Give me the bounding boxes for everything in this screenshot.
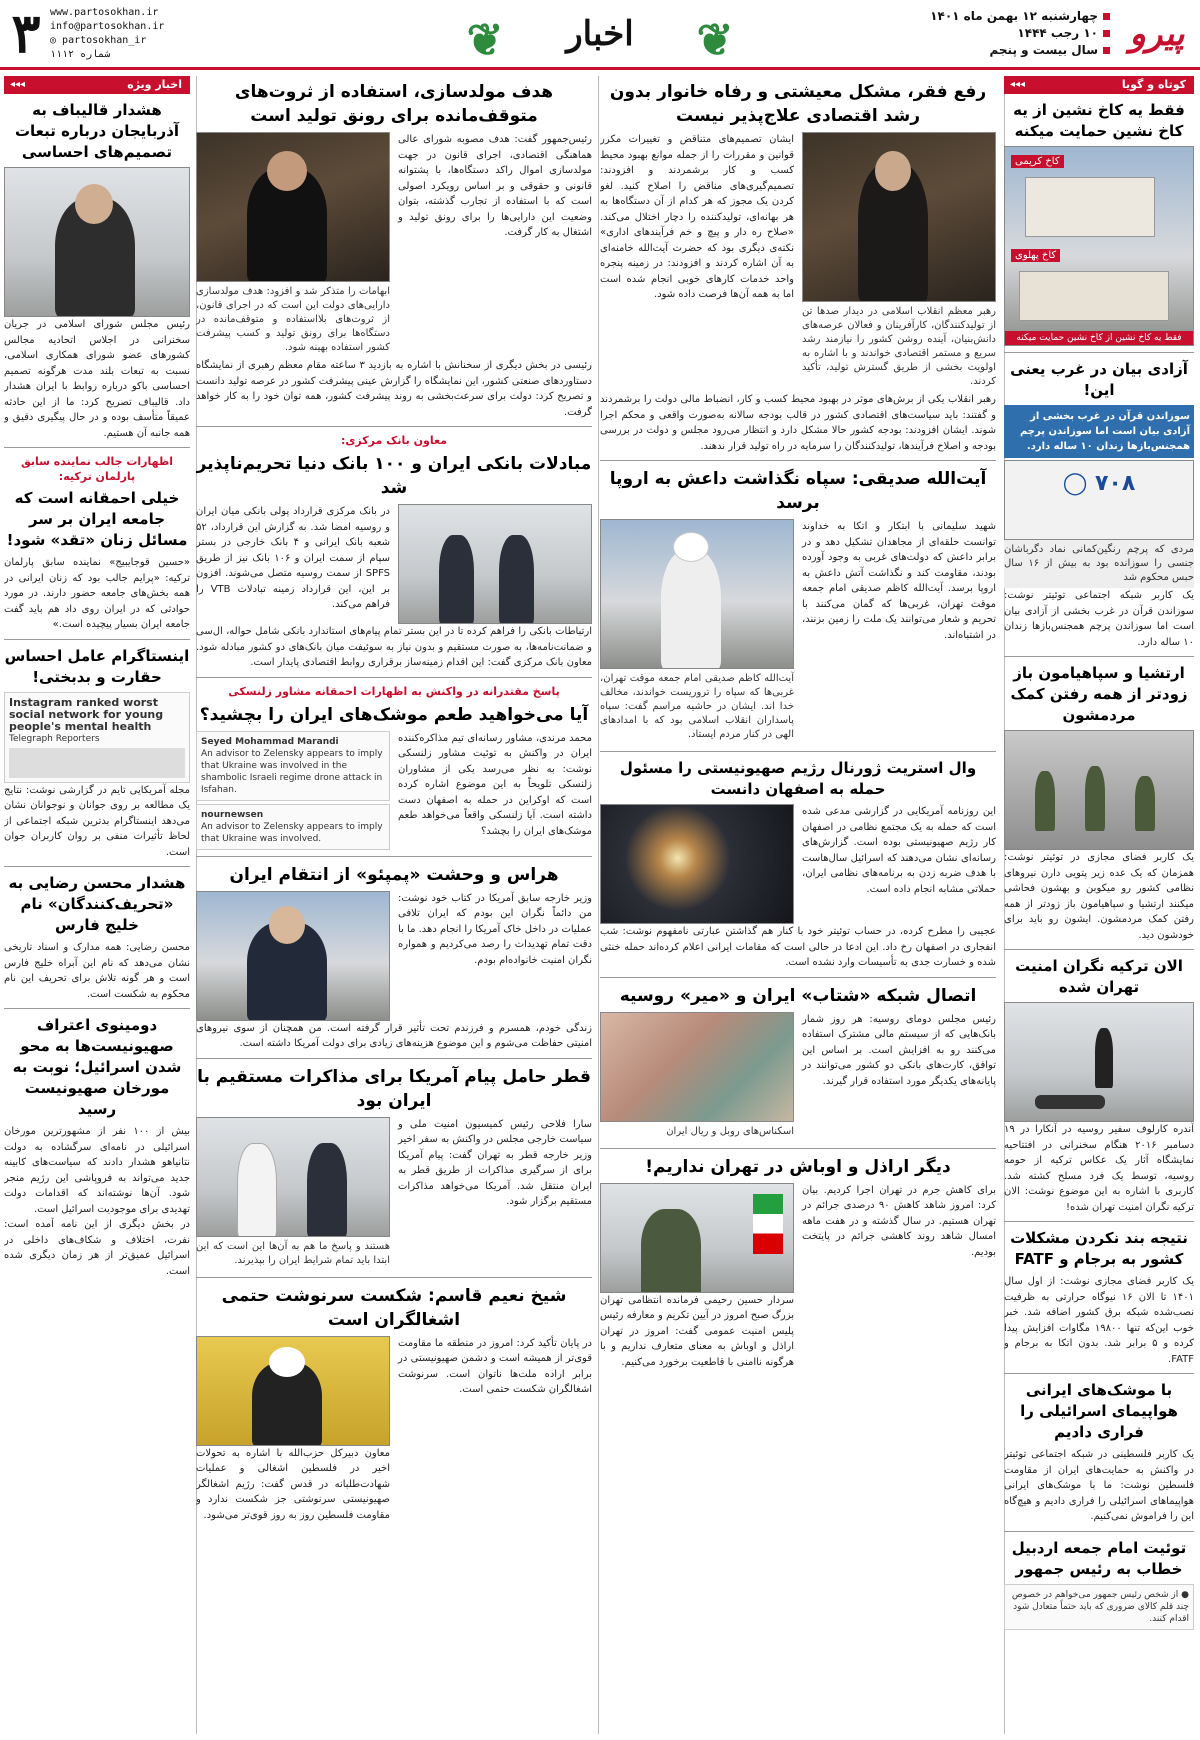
- qatar-meeting-photo: [196, 1117, 390, 1237]
- headline[interactable]: آیت‌الله صدیقی: سپاه نگذاشت داعش به اروپا برسد: [609, 469, 987, 513]
- article-text: یک کاربر فلسطینی در شبکه اجتماعی توئیتر در واکنش به حمایت‌های ایران از مقاومت فلسطین نوشت: ما با موشک‌های ایرانی هواپیماهای اسرائیلی را فراری دادیم و هیچ‌گاه این را فراموش نمی‌کنیم.: [1004, 1449, 1194, 1522]
- naim-qassem-photo: [196, 1336, 390, 1446]
- kicker: پاسخ مقتدرانه در واکنش به اظهارات احمقانه مشاور زلنسکی: [228, 684, 560, 698]
- date-persian: چهارشنبه ۱۲ بهمن ماه ۱۴۰۱: [920, 8, 1110, 25]
- kicker: معاون بانک مرکزی:: [340, 434, 448, 447]
- right-column: [1004, 76, 1194, 1734]
- article-text: سردار حسین رحیمی فرمانده انتظامی تهران بزرگ صبح امروز در آیین تکریم و معارفه رئیس پلیس امنیت عمومی گفت: امروز در تهران اراذل و اوباش به معنای متعارف نداریم و با هرگونه ناامنی با قاطعیت برخورد می‌کنیم.: [600, 1294, 794, 1368]
- photo-caption: اسکناس‌های روبل و ریال ایران: [666, 1125, 794, 1137]
- contact-block: [50, 6, 180, 62]
- issue-number: شماره ۱۱۱۲: [50, 49, 111, 60]
- ghalibaf-photo: [4, 167, 190, 317]
- article-text: رئیس‌جمهور گفت: هدف مصوبه شورای عالی هماهنگی اقتصادی، اجرای قانون در جهت مولدسازی اموال راکد دستگاه‌ها، با پشتوانه قانونی و حقوقی و بر اساس رویکرد اصولی است که با استفاده از تجارب گذشته، بتوان وضعیت این دارایی‌ها را برای رونق تولید و اشتغال به کار گرفت.: [398, 134, 592, 238]
- date-block: [920, 8, 1110, 59]
- article-text: رهبر انقلاب یکی از برش‌های موثر در بهبود محیط کسب و کار، انضباط مالی دولت را برشمردند و گفتند: باید سیاست‌های اقتصادی کشور در قالب بودجه سالانه به‌صورت واقعی و محکم اجرا شوند. ایشان افزودند: بودجه کشور حالا مشکل دارد و انتظار می‌رود مجلس و دولت در بررسی بودجه و اصلاح فرآیندها، تولیدکنندگان را سرمایه در راه تولید قرار ندهند.: [600, 394, 996, 452]
- headline[interactable]: توئیت امام جمعه اردبیل خطاب به رئیس جمهور: [1011, 1538, 1187, 1578]
- assassination-photo: [1004, 1002, 1194, 1122]
- article-text: محمد مرندی، مشاور رسانه‌ای تیم مذاکره‌کننده ایران در واکنش به توئیت مشاور زلنسکی نوشت: به نظر می‌رسد یکی از مشاوران زلنسکی تلویحاً به این موضوع اشاره کرده است که اوکراین در حمله به اصفهان دست داشته است. آیا زلنسکی واقعاً می‌خواهد طعم موشک‌های ایران را بچشد؟: [398, 732, 592, 837]
- cleric-photo: [600, 519, 794, 669]
- palace-photo: [1004, 146, 1194, 346]
- article-text: در بانک مرکزی قرارداد پولی بانکی میان ایران و روسیه امضا شد. به گزارش این قرارداد، ۵۲ شعبه بانک ایرانی و ۴ بانک خارجی در بستر سپام از سمت ایران و ۱۰۶ بانک نیز از طریق SPFS از سمت روسیه متصل می‌شوند. افزون بر این، این قرارداد زمینه تبادلات VTB را فراهم می‌کند.: [196, 506, 391, 610]
- article-text: آندره کارلوف سفیر روسیه در آنکارا در ۱۹ دسامبر ۲۰۱۶ هنگام سخنرانی در افتتاحیه نمایشگاه آثار یک عکاس ترکیه از حومه روسیه، توسط یک فرد مسلح کشته شد. کاربری با اشاره به این موضوع نوشت: الان ترکیه نگران امنیت تهران شده!: [1004, 1124, 1194, 1213]
- article-text: رئیس مجلس دومای روسیه: هر روز شمار بانک‌هایی که از سیستم مالی مشترک استفاده می‌کنند رو به افزایش است. بر اساس این توافق، کارت‌های بانکی دو کشور می‌توانند در پایانه‌های یکدیگر مورد استفاده قرار گیرند.: [802, 1013, 996, 1087]
- avatar: ●: [1178, 1589, 1189, 1600]
- email-link[interactable]: info@partosokhan.ir: [50, 21, 165, 32]
- article-text: رئیس مجلس شورای اسلامی در جریان سخنرانی در اجلاس اتحادیه مجالس کشورهای عضو شورای همکاری اسلامی، نسبت به تبعات بلند مدت هرگونه تصمیم احساسی باکو درباره روابط با ایران هشدار داد. قالیباف تصریح کرد: ما از این حادثه عمیقاً متأسف بوده و در حال پیگیری دقیق و همه جانبه آن هستیم.: [4, 319, 190, 439]
- currency-photo: [600, 1012, 794, 1122]
- article-text: ارتباطات بانکی را فراهم کرده تا در این بستر تمام پیام‌های استاندارد بانکی شامل حواله، ال‌سی و ضمانت‌نامه‌ها، به صورت مستقیم و بدون نیاز به سوئیفت میان بانک‌های دو کشور مبادله شود. معاون بانک مرکزی گفت: این اقدام زمینه‌ساز برقراری روابط اقتصادی پایدار است.: [196, 626, 592, 668]
- article-text: بیش از ۱۰۰ نفر از مشهورترین مورخان اسرائیلی در نامه‌ای سرگشاده به دولت نتانیاهو هشدار دادند که سیاست‌های کابینه جدید می‌تواند به فروپاشی این رژیم منجر شود. آن‌ها نوشته‌اند که اقدامات دولت تهدیدی برای موجودیت اسرائیل است.: [4, 1126, 190, 1215]
- headline[interactable]: هدف مولدسازی، استفاده از ثروت‌های متوقف‌مانده برای رونق تولید است: [234, 82, 554, 126]
- photo-label: کاخ کریمی: [1011, 155, 1064, 168]
- article-text: مجله آمریکایی تایم در گزارشی نوشت: نتایج یک مطالعه بر روی جوانان و نوجوانان نشان می‌دهد اینستاگرام بدترین شبکه اجتماعی از لحاظ تأثیرات منفی بر روان کاربران جوان است.: [4, 784, 190, 858]
- article-text: یک کاربر فضای مجازی نوشت: از اول سال ۱۴۰۱ تا الان ۱۶ نیوگاه حرارتی به ظرفیت نصب‌شده شبکه برق کشور اضافه شد. خبر خوب این‌که تنها ۱۹۸۰۰ مگاوات افزایش پیدا کرده و ۵ برابر شد. بدون اتکا به برجام و FATF.: [1004, 1276, 1194, 1365]
- tweet-text: An advisor to Zelensky appears to imply that Ukraine was involved.: [201, 821, 383, 844]
- headline[interactable]: اتصال شبکه «شتاب» ایران و «میر» روسیه: [619, 985, 977, 1006]
- photo-caption: مردی که پرچم رنگین‌کمانی نماد دگرباشان جنسی را سوزانده بود به بیش از ۱۶ سال حبس محکوم شد: [1004, 540, 1194, 588]
- article-text: در پایان تأکید کرد: امروز در منطقه ما مقاومت قوی‌تر از همیشه است و دشمن صهیونیستی در برابر اراده ملت‌ها ناتوان است. سرنوشت اشغالگران شکست حتمی است.: [398, 1337, 592, 1395]
- masthead: [0, 0, 1200, 70]
- left-column: [4, 76, 190, 1734]
- photo-caption: رهبر معظم انقلاب اسلامی در دیدار صدها تن از تولیدکنندگان، کارآفرینان و فعالان عرصه‌های دانش‌بنیان، آینده روشن کشور را نیازمند رشد سریع و مستمر اقتصادی خواندند و با اشاره به اولویت بخشی از طریق گسترش تولید، تأکید کردند.: [802, 306, 996, 387]
- volume-year: سال بیست و پنجم: [920, 42, 1110, 59]
- article-text: این روزنامه آمریکایی در گزارشی مدعی شده است که حمله به یک مجتمع نظامی در اصفهان کار رژیم صهیونیستی بوده است. گزارش‌های رسانه‌ای نشان می‌دهند که اسرائیل سال‌هاست با هدف ضربه زدن به برنامه‌های نظامی ایران، حملاتی مشابه انجام داده است.: [802, 806, 996, 895]
- headline[interactable]: هشدار محسن رضایی به «تحریف‌کنندگان» نام خلیج فارس: [8, 874, 186, 934]
- ornament-icon: ❦: [466, 15, 504, 66]
- kicker: اظهارات جالب نماینده سابق پارلمان ترکیه:: [20, 455, 174, 483]
- president-photo: [196, 132, 390, 282]
- headline[interactable]: وال استریت ژورنال رژیم صهیونیستی را مسئول حمله به اصفهان دانست: [619, 759, 977, 798]
- middle-column-right: [600, 76, 996, 1734]
- article-text: در بخش دیگری از این نامه آمده است: نفرت، اختلاف و شکاف‌های داخلی در اسرائیل عمیق‌تر از هر زمان دیگری شده است.: [4, 1219, 190, 1277]
- article-text: زندگی خودم، همسرم و فرزندم تحت تأثیر قرار گرفته است. من همچنان از سوی نیروهای امنیتی حفاظت می‌شوم و این موضوع هزینه‌های زیادی برای دولت آمریکا داشته است.: [196, 1022, 592, 1049]
- article-text: ایشان تصمیم‌های متناقض و تغییرات مکرر قوانین و مقررات را از جمله موانع بهبود محیط کسب و کار برشمردند و افزودند: تصمیم‌گیری‌های مناقض را اصلاح کنید. لغو کردن یک مجوز که هر کدام از آن دستگاه‌ها به هر بهانه‌ای، تولیدکننده را دچار اختلال می‌کند. «صلاح ره دار و پیچ و خم فرآیندهای اداری» نکته‌ی دیگری بود که حضرت آیت‌الله خامنه‌ای به آن اشاره کردند و افزودند: در زمینه پنجره واحد خدمات کارهای خوبی انجام شده است اما به همه آن‌ها فرصت داده شود.: [600, 134, 794, 300]
- article-text: سارا فلاحی رئیس کمیسیون امنیت ملی و سیاست خارجی مجلس در واکنش به سفر اخیر وزیر خارجه قطر به تهران گفت: پیام آمریکا برای از سرگیری مذاکرات از طریق قطر به ایران منتقل شد. آمریکا می‌خواهد مذاکرات مستقیم برگزار شود.: [398, 1118, 592, 1207]
- article-text: معاون دبیرکل حزب‌الله با اشاره به تحولات اخیر در فلسطین اشغالی و عملیات شهادت‌طلبانه در قدس گفت: رژیم اشغالگر صهیونیستی سرنوشتی جز شکست ندارد و مقاومت فلسطین روز به روز قوی‌تر می‌شود.: [196, 1447, 390, 1521]
- headline[interactable]: هراس و وحشت «پمپئو» از انتقام ایران: [229, 864, 559, 885]
- headline[interactable]: نتیجه بند نکردن مشکلات کشور به برجام و FATF: [1010, 1229, 1188, 1268]
- date-hijri: ۱۰ رجب ۱۴۴۴: [920, 25, 1110, 42]
- headline[interactable]: ارتشیا و سپاهیامون باز زودتر از همه رفتن کمک مردمشون: [1010, 664, 1188, 724]
- section-tag: اخبار ویژه ◂◂◂: [4, 76, 190, 94]
- photo-caption: فقط یه کاخ نشین از کاخ نشین حمایت میکنه: [1005, 331, 1193, 345]
- headline[interactable]: آزادی بیان در غرب یعنی این!: [1010, 360, 1188, 399]
- article-text: عجیبی را مطرح کرده، در حساب توئیتر خود با کنار هم گذاشتن عبارتی نامفهوم نوشت: شب انفجاری در اصفهان رخ داد. این ادعا در حالی است که مقامات ایرانی اعلام کرده‌اند حمله خنثی شده و خسارت جدی به تأسیسات وارد نشده است.: [600, 926, 996, 968]
- ornament-icon: ❦: [696, 15, 734, 66]
- police-commander-photo: [600, 1183, 794, 1293]
- tweet-card: [196, 731, 390, 801]
- tweet-author[interactable]: Seyed Mohammad Marandi: [201, 736, 339, 747]
- tweet-card: ● از شخص رئیس جمهور می‌خواهم در خصوص چند قلم کالای ضروری که باید حتماً متعادل شود اقدام کنند.: [1004, 1584, 1194, 1630]
- headline[interactable]: دومینوی اعتراف صهیونیست‌ها به محو شدن اسرائیل؛ نوبت به مورخان صهیونیست رسید: [12, 1016, 182, 1118]
- article-screenshot: [4, 692, 190, 783]
- middle-column-left: [196, 76, 592, 1734]
- headline[interactable]: خیلی احمقانه است که جامعه ایران بر سر مسائل زنان «تقد» شود!: [6, 489, 188, 549]
- leader-photo: [802, 132, 996, 302]
- tweet-card: سوزاندن قرآن در غرب بخشی از آزادی بیان است اما سوزاندن پرچم همجنس‌بازها زندان ۱۰ ساله دارد.: [1004, 405, 1194, 458]
- headline[interactable]: قطر حامل پیام آمریکا برای مذاکرات مستقیم با ایران بود: [197, 1066, 591, 1111]
- article-text: برای کاهش جرم در تهران اجرا کردیم. بیان کرد: امروز شاهد کاهش ۹۰ درصدی جرائم در تهران هستیم. در سال گذشته و در هفت ماهه امسال شاهد روند کاهشی جرائم در پایتخت بودیم.: [802, 1184, 996, 1258]
- headline[interactable]: دیگر اراذل و اوباش در تهران نداریم!: [645, 1156, 951, 1177]
- pompeo-photo: [196, 891, 390, 1021]
- news-screenshot: [1004, 460, 1194, 540]
- section-name: اخبار: [566, 14, 634, 54]
- article-headline: Instagram ranked worst social network for young people's mental health: [9, 695, 164, 733]
- soldiers-photo: [1004, 730, 1194, 850]
- instagram-link[interactable]: ◎ partosokhan_ir: [50, 35, 147, 46]
- article-text: «حسین قوجایبیج» نماینده سابق پارلمان ترکیه: «پرایم جالب بود که زنان ایرانی در همه بخش‌های جامعه حضور دارند. در مورد حوادثی که در ایران روی داد هم باید گفت جامعه ایران بسیار پیچیده است.»: [4, 557, 190, 630]
- article-text: رئیسی در بخش دیگری از سخنانش با اشاره به بازدید ۳ ساعته مقام معظم رهبری از نمایشگاه دستاوردهای صنعتی کشور، این نمایشگاه را گزارش عینی پیشرفت کشور در عرصه تولید دانست و تصریح کرد: دولت برای سرعت‌بخشی به روند پیشرفت کشور، همه توان خود را به کار خواهد گرفت.: [196, 360, 592, 418]
- newspaper-logo[interactable]: پیرو: [1129, 14, 1185, 54]
- article-image: [9, 748, 185, 778]
- headline[interactable]: شیخ نعیم قاسم: شکست سرنوشت حتمی اشغالگران است: [221, 1285, 567, 1330]
- article-text: شهید سلیمانی با ابتکار و اتکا به خداوند توانست حلقه‌ای از مجاهدان تشکیل دهد و در برابر داعش که دولت‌های غربی به وجود آورده بودند، مقاومت کند و نگذاشت آتش داعش به اروپا برسد. آیت‌الله کاظم صدیقی امام جمعه موقت تهران، غربی‌ها که گمان می‌کنند با تحریم و شعار می‌توانند یک ملت را زمین بزنند، در اشتباه‌اند.: [802, 521, 996, 641]
- headline[interactable]: رفع فقر، مشکل معیشتی و رفاه خانوار بدون رشد اقتصادی علاج‌پذیر نیست: [609, 82, 987, 126]
- photo-caption: هستند و پاسخ ما هم به آن‌ها این است که این ابتدا باید تمام شرایط ایران را بپذیرند.: [196, 1240, 390, 1266]
- news-logo: ◯ ۷۰۸: [1062, 471, 1136, 496]
- article-text: وزیر خارجه سابق آمریکا در کتاب خود نوشت: من دائماً نگران این بودم که ایران تلافی عملیات در داخل خاک آمریکا را انجام دهد. ما با دقت تمام تهدیدات را رصد می‌کردیم و همواره نگران امنیت خانواده‌ام بودم.: [398, 892, 592, 966]
- headline[interactable]: آیا می‌خواهید طعم موشک‌های ایران را بچشید؟: [199, 704, 589, 725]
- photo-caption: ابهامات را متذکر شد و افزود: هدف مولدسازی دارایی‌های دولت این است که در اجرای قانون، از ثروت‌های بلااستفاده و متوقف‌مانده در دستگاه‌ها برای رونق تولید و کسب پیشرفت کشور استفاده بهینه شود.: [196, 286, 390, 353]
- photo-label: کاخ پهلوی: [1011, 249, 1060, 262]
- section-title: [460, 6, 740, 66]
- headline[interactable]: فقط یه کاخ نشین از یه کاخ نشین حمایت میکنه: [1013, 101, 1185, 140]
- website-link[interactable]: www.partosokhan.ir: [50, 7, 159, 18]
- section-tag: کوتاه و گویا ◂◂◂: [1004, 76, 1194, 94]
- article-source: Telegraph Reporters: [9, 733, 100, 744]
- explosion-photo: [600, 804, 794, 924]
- article-text: یک کاربر فضای مجازی در توئیتر نوشت: همزمان که یک عده زیر پتویی دارن نیروهای نظامی کشور رو میکوبن و بهشون فحاشی میکنند ارتشیا و سپاهیامون باز زودتر از همه رفتن کمک مردمشون. ایشون رو باید برای خودشون دید.: [1004, 852, 1194, 941]
- page-number: ۳: [11, 1, 41, 65]
- headline[interactable]: الان ترکیه نگران امنیت تهران شده: [1015, 957, 1183, 996]
- headline[interactable]: با موشک‌های ایرانی هواپیمای اسرائیلی را فراری دادیم: [1020, 1381, 1178, 1441]
- bank-meeting-photo: [398, 504, 592, 624]
- tweet-card: [196, 804, 390, 850]
- article-text: محسن رضایی: همه مدارک و اسناد تاریخی نشان می‌دهد که نام این آبراه خلیج فارس است و هر گونه تلاش برای تحریف این نام محکوم به شکست است.: [4, 942, 190, 1000]
- article-text: یک کاربر شبکه اجتماعی توئیتر نوشت: سوزاندن قرآن در غرب بخشی از آزادی بیان است اما سوزاندن پرچم همجنس‌بازها زندان ۱۰ ساله دارد.: [1004, 590, 1194, 648]
- headline[interactable]: اینستاگرام عامل احساس حقارت و بدبختی!: [4, 646, 190, 686]
- photo-caption: آیت‌الله کاظم صدیقی امام جمعه موقت تهران، غربی‌ها که سپاه را تروریست خواندند، مخالف خدا اند. ایشان در حاشیه مراسم گفت: سپاه پاسداران انقلاب اسلامی بود که با امدادهای الهی در کنار مردم ایستاد.: [600, 673, 794, 740]
- tweet-author[interactable]: nournewsen: [201, 809, 264, 820]
- headline[interactable]: مبادلات بانکی ایران و ۱۰۰ بانک دنیا تحریم‌ناپذیر شد: [196, 454, 592, 498]
- headline[interactable]: هشدار قالیباف به آذربایجان درباره تبعات تصمیم‌های احساسی: [14, 101, 180, 161]
- tweet-text: An advisor to Zelensky appears to imply that Ukraine was involved in the shambolic Israeli regime drone attack in Isfahan.: [201, 748, 383, 795]
